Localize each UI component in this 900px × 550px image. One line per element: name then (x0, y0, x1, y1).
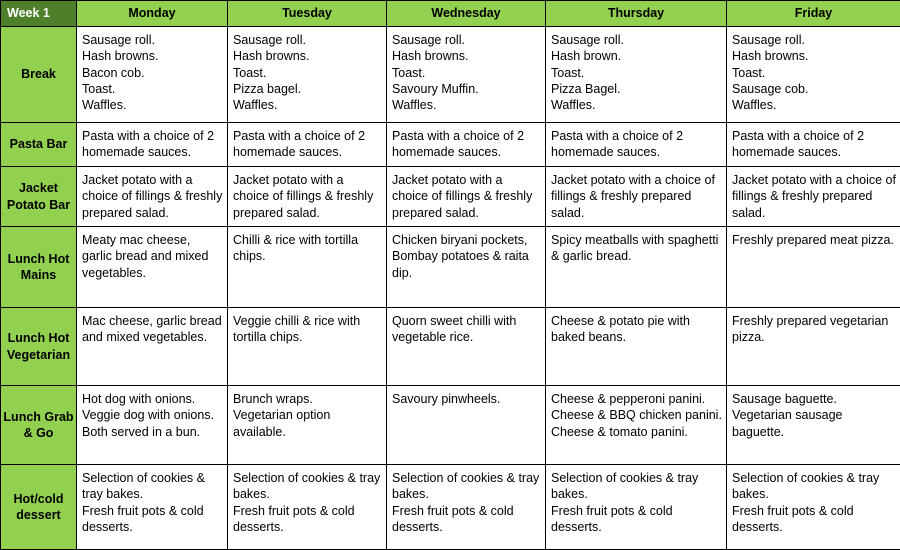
row-label-break: Break (1, 27, 77, 123)
menu-cell: Selection of cookies & tray bakes. Fresh fruit pots & cold desserts. (546, 465, 727, 550)
menu-cell: Selection of cookies & tray bakes. Fresh fruit pots & cold desserts. (228, 465, 387, 550)
row-label-lunch-hot-vegetarian: Lunch Hot Vegetarian (1, 308, 77, 386)
menu-row-lunch-grab-and-go (1, 386, 900, 465)
menu-cell: Brunch wraps. Vegetarian option available. (228, 386, 387, 465)
menu-cell: Chilli & rice with tortilla chips. (228, 227, 387, 308)
menu-row-hot-cold-dessert (1, 465, 900, 550)
menu-cell: Selection of cookies & tray bakes. Fresh fruit pots & cold desserts. (77, 465, 228, 550)
menu-cell: Sausage roll. Hash browns. Toast. Savoury Muffin. Waffles. (387, 27, 546, 123)
menu-cell: Sausage roll. Hash browns. Toast. Sausage cob. Waffles. (727, 27, 900, 123)
menu-cell: Jacket potato with a choice of fillings & freshly prepared salad. (387, 167, 546, 227)
menu-row-break (1, 27, 900, 123)
header-row (1, 1, 900, 27)
menu-cell: Chicken biryani pockets, Bombay potatoes & raita dip. (387, 227, 546, 308)
menu-row-jacket-potato-bar (1, 167, 900, 227)
row-label-lunch-hot-mains: Lunch Hot Mains (1, 227, 77, 308)
menu-row-pasta-bar (1, 123, 900, 167)
menu-cell: Sausage roll. Hash brown. Toast. Pizza Bagel. Waffles. (546, 27, 727, 123)
menu-cell: Sausage baguette. Vegetarian sausage baguette. (727, 386, 900, 465)
menu-cell: Sausage roll. Hash browns. Bacon cob. Toast. Waffles. (77, 27, 228, 123)
row-label-hot-cold-dessert: Hot/cold dessert (1, 465, 77, 550)
menu-cell: Savoury pinwheels. (387, 386, 546, 465)
menu-cell: Pasta with a choice of 2 homemade sauces. (387, 123, 546, 167)
menu-cell: Selection of cookies & tray bakes. Fresh fruit pots & cold desserts. (727, 465, 900, 550)
menu-cell: Hot dog with onions. Veggie dog with onions. Both served in a bun. (77, 386, 228, 465)
menu-cell: Meaty mac cheese, garlic bread and mixed vegetables. (77, 227, 228, 308)
menu-cell: Pasta with a choice of 2 homemade sauces. (727, 123, 900, 167)
menu-cell: Cheese & pepperoni panini. Cheese & BBQ chicken panini. Cheese & tomato panini. (546, 386, 727, 465)
menu-cell: Jacket potato with a choice of fillings & freshly prepared salad. (228, 167, 387, 227)
menu-cell: Jacket potato with a choice of fillings & freshly prepared salad. (727, 167, 900, 227)
menu-cell: Quorn sweet chilli with vegetable rice. (387, 308, 546, 386)
row-label-lunch-grab-and-go: Lunch Grab & Go (1, 386, 77, 465)
menu-row-lunch-hot-mains (1, 227, 900, 308)
menu-cell: Sausage roll. Hash browns. Toast. Pizza bagel. Waffles. (228, 27, 387, 123)
menu-cell: Pasta with a choice of 2 homemade sauces. (546, 123, 727, 167)
day-header-tuesday: Tuesday (228, 1, 387, 27)
menu-cell: Pasta with a choice of 2 homemade sauces. (228, 123, 387, 167)
menu-cell: Spicy meatballs with spaghetti & garlic bread. (546, 227, 727, 308)
menu-row-lunch-hot-vegetarian (1, 308, 900, 386)
day-header-monday: Monday (77, 1, 228, 27)
menu-cell: Jacket potato with a choice of fillings & freshly prepared salad. (77, 167, 228, 227)
menu-cell: Freshly prepared vegetarian pizza. (727, 308, 900, 386)
week-label: Week 1 (1, 1, 77, 27)
menu-cell: Freshly prepared meat pizza. (727, 227, 900, 308)
day-header-wednesday: Wednesday (387, 1, 546, 27)
day-header-thursday: Thursday (546, 1, 727, 27)
menu-cell: Jacket potato with a choice of fillings & freshly prepared salad. (546, 167, 727, 227)
menu-cell: Pasta with a choice of 2 homemade sauces. (77, 123, 228, 167)
row-label-jacket-potato-bar: Jacket Potato Bar (1, 167, 77, 227)
menu-cell: Veggie chilli & rice with tortilla chips. (228, 308, 387, 386)
menu-cell: Cheese & potato pie with baked beans. (546, 308, 727, 386)
menu-cell: Selection of cookies & tray bakes. Fresh fruit pots & cold desserts. (387, 465, 546, 550)
row-label-pasta-bar: Pasta Bar (1, 123, 77, 167)
menu-cell: Mac cheese, garlic bread and mixed vegetables. (77, 308, 228, 386)
day-header-friday: Friday (727, 1, 900, 27)
